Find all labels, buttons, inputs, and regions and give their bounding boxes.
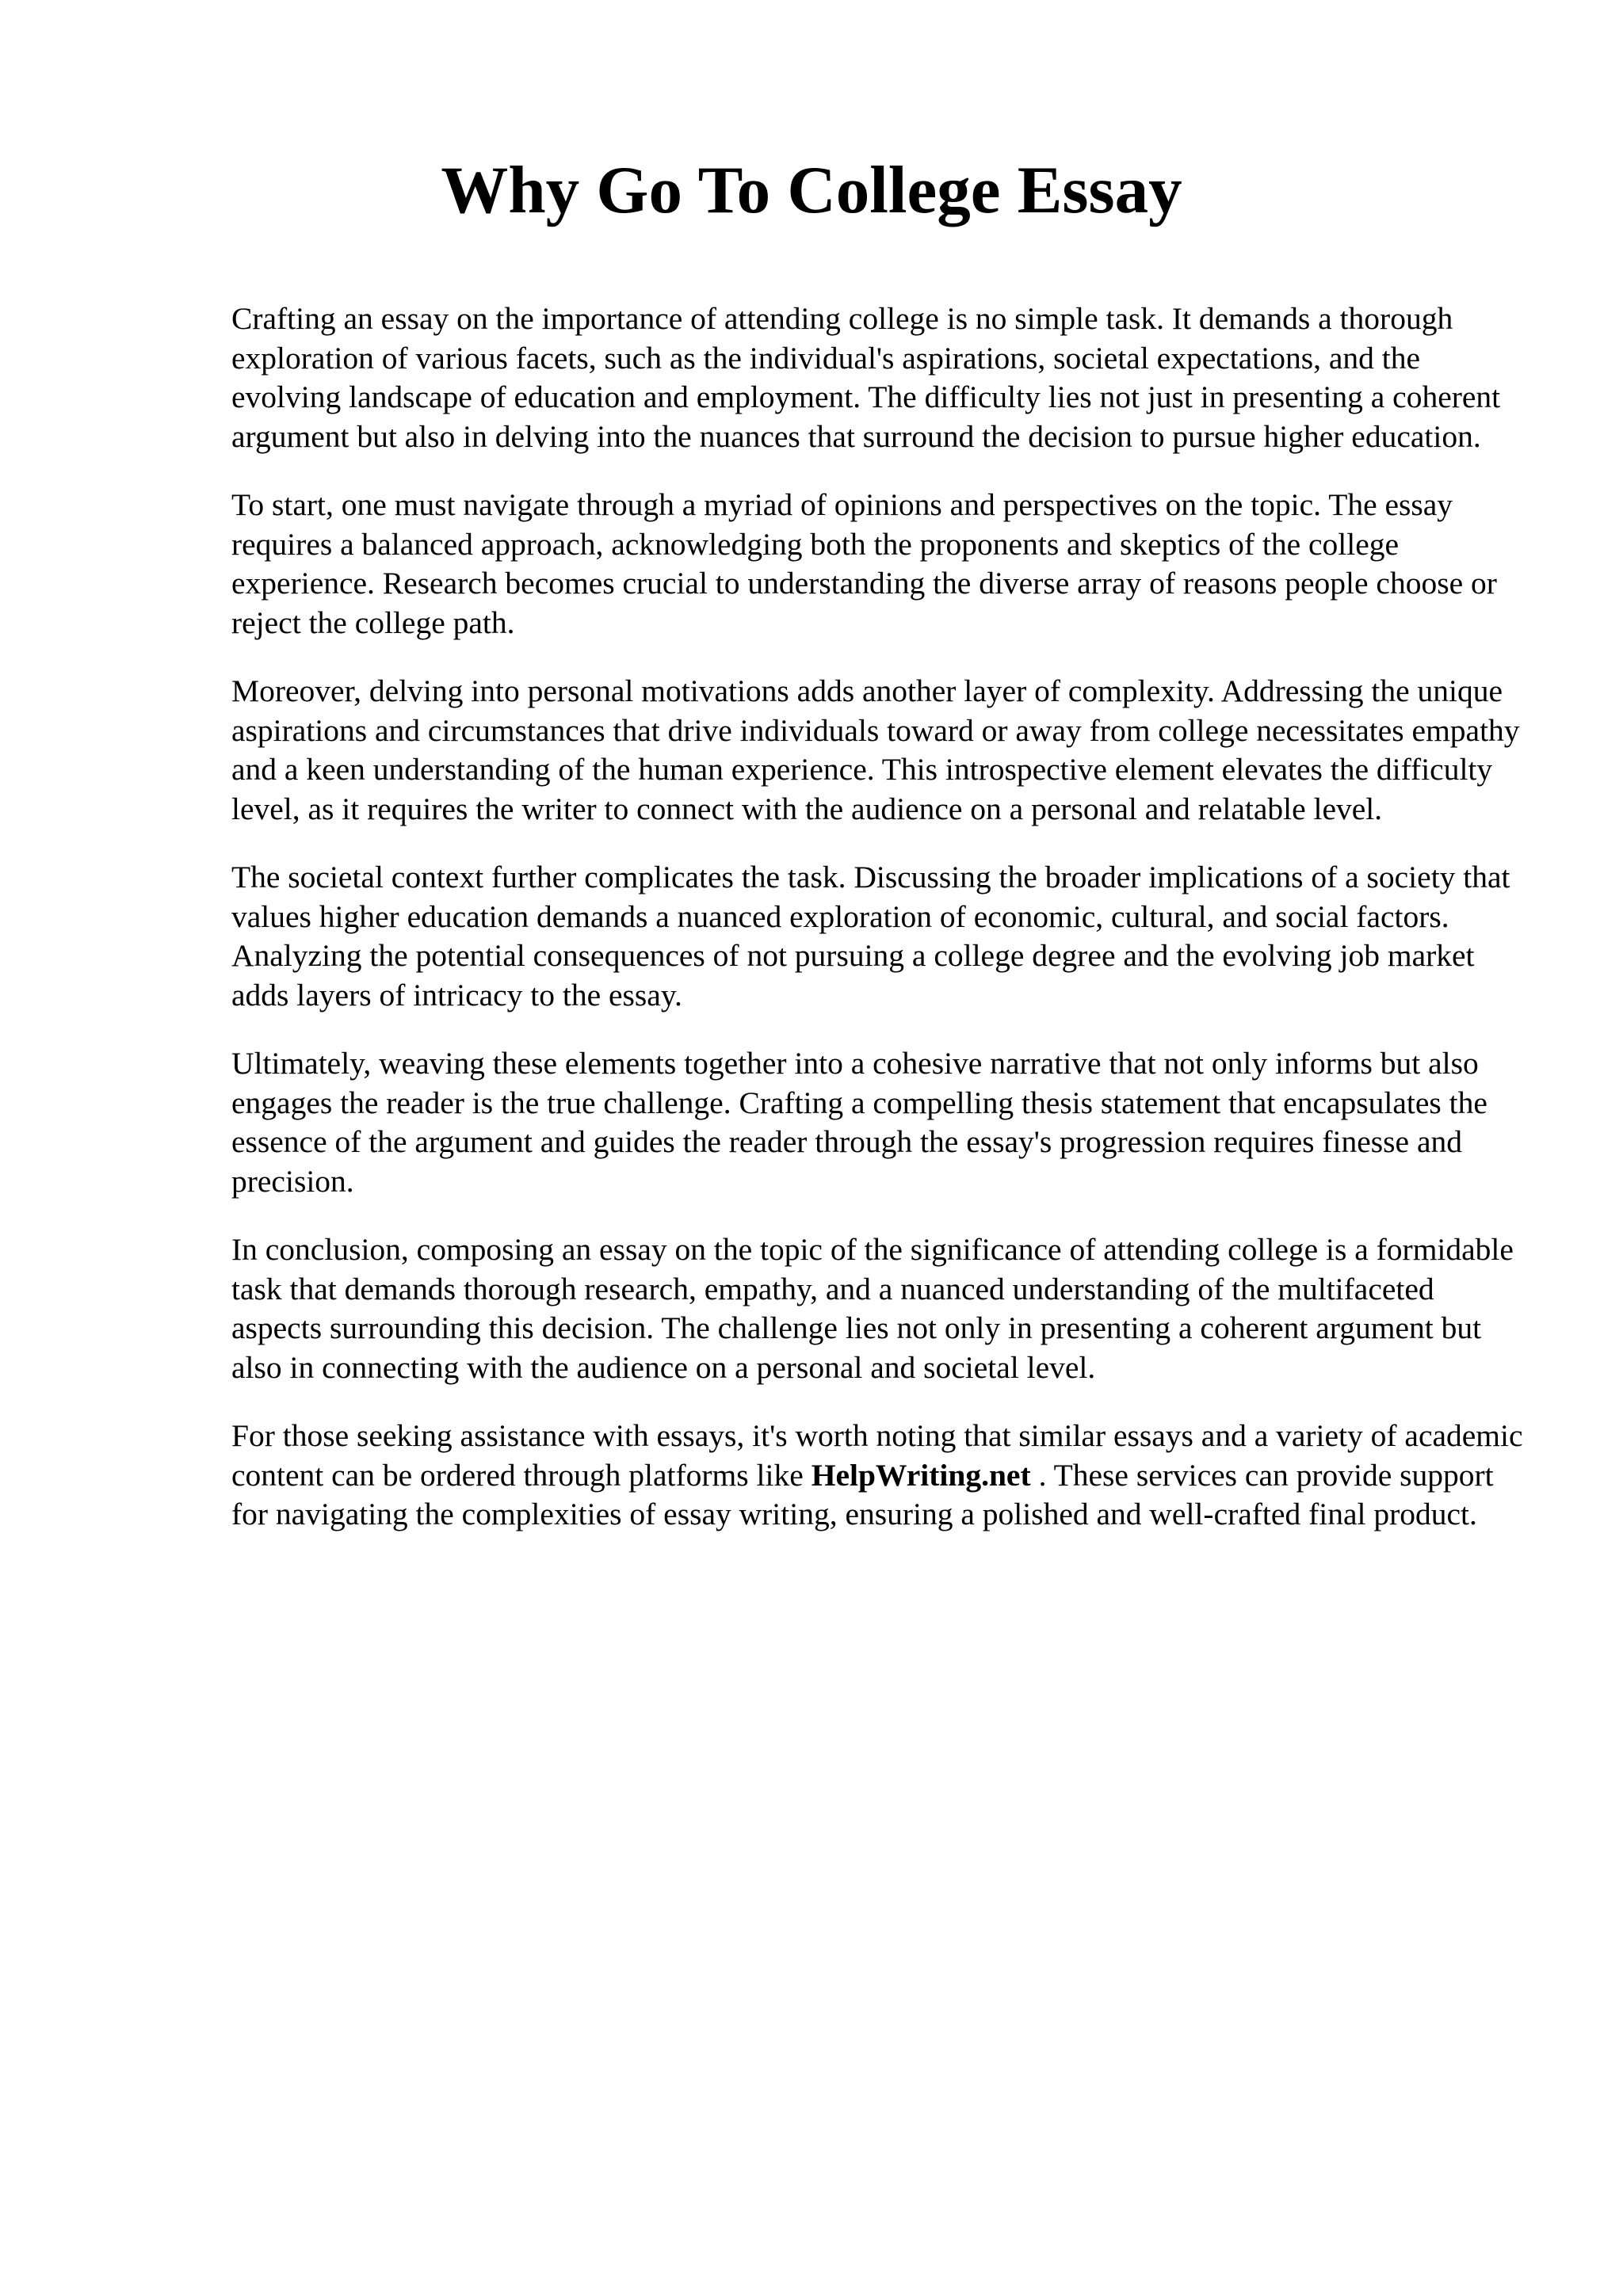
- paragraph-closing: [231, 1417, 1531, 1535]
- paragraph-perspectives: To start, one must navigate through a myriad of opinions and perspectives on the topic. The essay requires a balanced approach, acknowledging both the proponents and skeptics of the college experience. Research becomes crucial to understanding the diverse array of reasons people choose or reject the college path.: [231, 487, 1497, 640]
- closing-text-before: For those seeking assistance with essays, it's worth noting that similar essays and a variety of academic content can be ordered through platforms like: [231, 1418, 1523, 1493]
- paragraph-narrative: Ultimately, weaving these elements together into a cohesive narrative that not only informs but also engages the reader is the true challenge. Crafting a compelling thesis statement that encapsulates the essence of the argument and guides the reader through the essay's progression requires finesse and precision.: [231, 1046, 1487, 1199]
- page-title: Why Go To College Essay: [441, 153, 1182, 227]
- paragraph-societal-context: The societal context further complicates the task. Discussing the broader implications of a society that values higher education demands a nuanced exploration of economic, cultural, and social factors. Analyzing the potential consequences of not pursuing a college degree and the evolving job market adds layers of intricacy to the essay.: [231, 860, 1510, 1013]
- helpwriting-link[interactable]: HelpWriting.net: [811, 1457, 1031, 1493]
- paragraph-motivations: Moreover, delving into personal motivations adds another layer of complexity. Addressing the unique aspirations and circumstances that drive individuals toward or away from college necessitates empathy and a keen understanding of the human experience. This introspective element elevates the difficulty level, as it requires the writer to connect with the audience on a personal and relatable level.: [231, 673, 1520, 826]
- closing-text-after: . These services can provide support for navigating the complexities of essay writing, ensuring a polished and well-crafted final product.: [231, 1457, 1494, 1531]
- paragraph-conclusion: In conclusion, composing an essay on the topic of the significance of attending college is a formidable task that demands thorough research, empathy, and a nuanced understanding of the multifaceted aspects surrounding this decision. The challenge lies not only in presenting a coherent argument but also in connecting with the audience on a personal and societal level.: [231, 1232, 1514, 1385]
- essay-body: [231, 299, 1531, 1564]
- paragraph-intro: Crafting an essay on the importance of attending college is no simple task. It demands a thorough exploration of various facets, such as the individual's aspirations, societal expectations, and the evolving landscape of education and employment. The difficulty lies not just in presenting a coherent argument but also in delving into the nuances that surround the decision to pursue higher education.: [231, 301, 1501, 454]
